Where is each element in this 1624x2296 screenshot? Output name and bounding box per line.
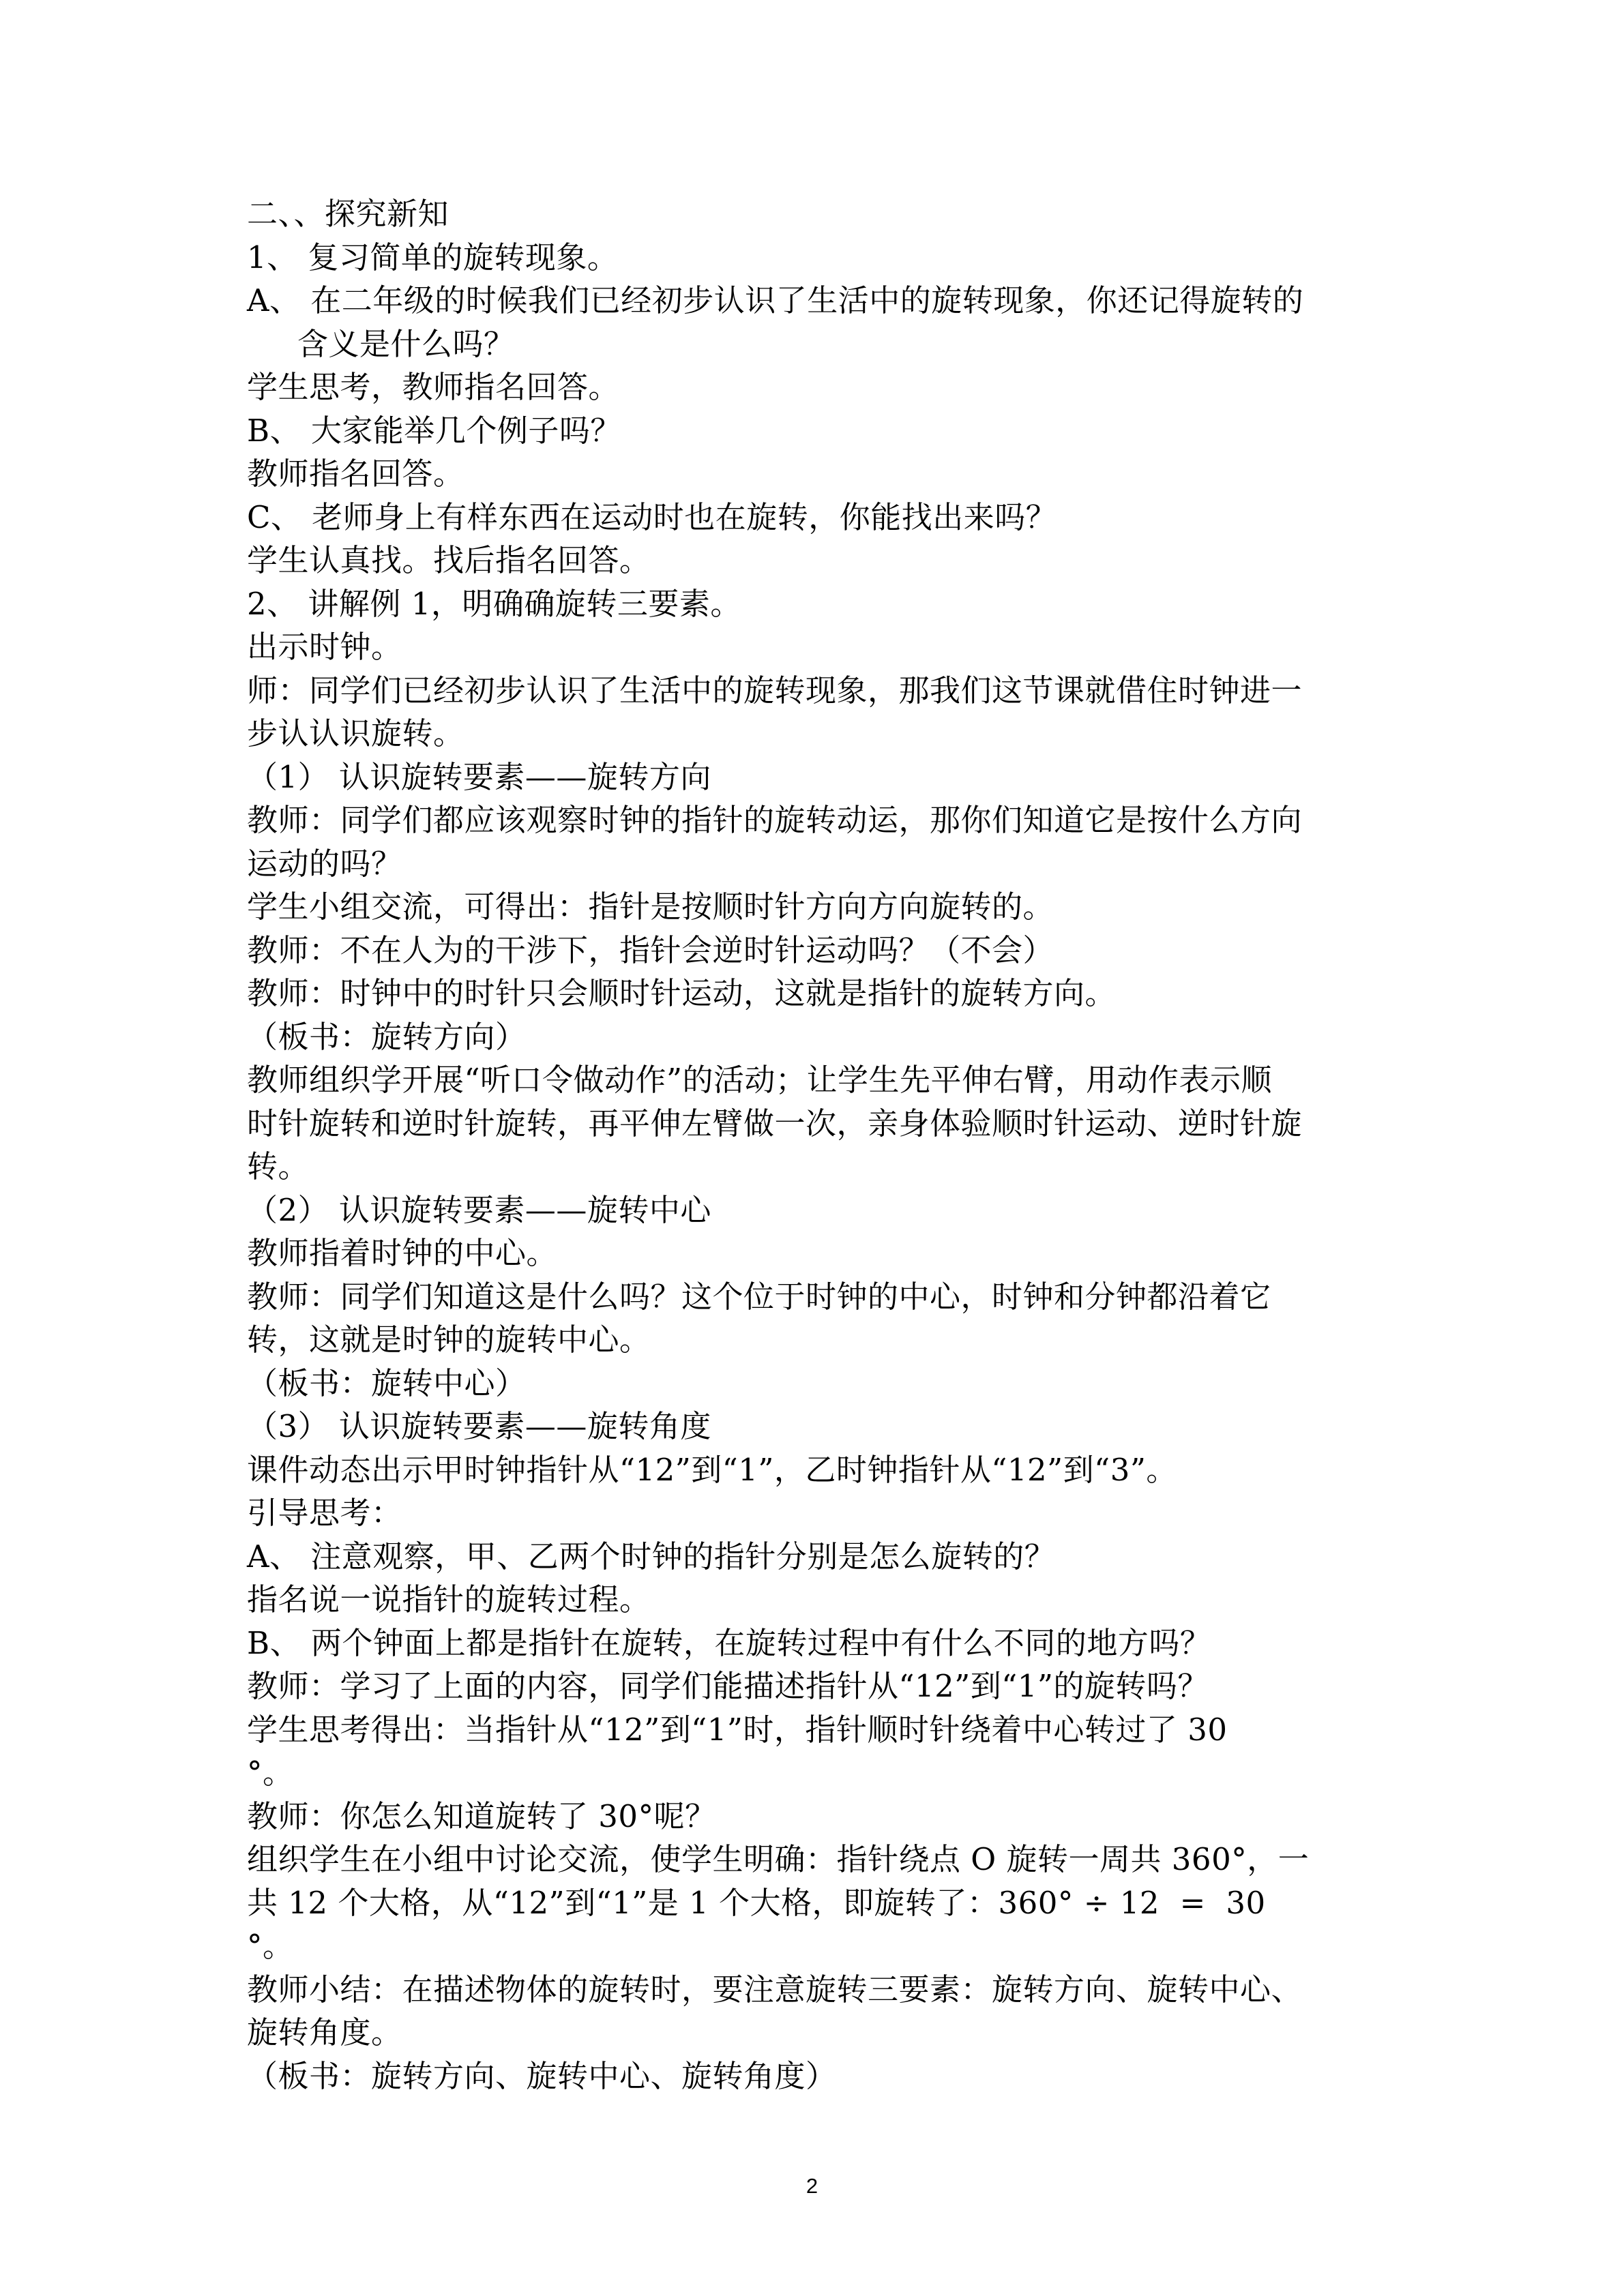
text-line: A、 在二年级的时候我们已经初步认识了生活中的旋转现象，你还记得旋转的: [247, 282, 1304, 318]
text-line: 旋转角度。: [247, 2014, 402, 2051]
text-line: 教师组织学开展“听口令做动作”的活动；让学生先平伸右臂，用动作表示顺: [247, 1062, 1273, 1098]
text-line: 教师：同学们都应该观察时钟的指针的旋转动运，那你们知道它是按什么方向: [247, 802, 1303, 838]
text-line: 教师：同学们知道这是什么吗？这个位于时钟的中心，时钟和分钟都沿着它: [247, 1278, 1271, 1315]
text-line: 共 12 个大格，从“12”到“1”是 1 个大格，即旋转了：360° ÷ 12 = 30: [247, 1884, 1266, 1921]
text-line: 出示时钟。: [247, 629, 402, 665]
board-note: （板书：旋转方向、旋转中心、旋转角度）: [247, 2057, 837, 2094]
text-line: 教师指名回答。: [247, 456, 464, 492]
text-line: 教师：你怎么知道旋转了 30°呢？: [247, 1798, 716, 1834]
board-note: （板书：旋转方向）: [247, 1018, 527, 1055]
text-line: 教师：时钟中的时针只会顺时针运动，这就是指针的旋转方向。: [247, 975, 1117, 1011]
text-line: 步认认识旋转。: [247, 715, 464, 751]
text-line: 课件动态出示甲时钟指针从“12”到“1”，乙时钟指针从“12”到“3”。: [247, 1451, 1177, 1488]
text-line: 学生认真找。找后指名回答。: [247, 542, 651, 578]
text-line: 指名说一说指针的旋转过程。: [247, 1581, 651, 1617]
text-line: A、 注意观察，甲、乙两个时钟的指针分别是怎么旋转的？: [247, 1538, 1056, 1575]
text-line: 学生小组交流，可得出：指针是按顺时针方向方向旋转的。: [247, 889, 1054, 925]
board-note: （板书：旋转中心）: [247, 1365, 527, 1401]
text-line: °。: [247, 1928, 294, 1964]
text-line: 转。: [247, 1148, 310, 1184]
text-line: 教师：学习了上面的内容，同学们能描述指针从“12”到“1”的旋转吗？: [247, 1668, 1209, 1704]
text-line: 运动的吗？: [247, 845, 402, 882]
text-line: 学生思考，教师指名回答。: [247, 369, 620, 405]
subsection-heading: 1、 复习简单的旋转现象。: [247, 239, 619, 275]
page-number: 2: [806, 2174, 818, 2198]
item-heading: （2） 认识旋转要素——旋转中心: [247, 1191, 711, 1228]
text-line: C、 老师身上有样东西在运动时也在旋转，你能找出来吗？: [247, 498, 1057, 535]
document-body: [247, 192, 1372, 2098]
item-heading: （1） 认识旋转要素——旋转方向: [247, 758, 711, 795]
text-line: 教师：不在人为的干涉下，指针会逆时针运动吗？（不会）: [247, 931, 1054, 968]
text-line: 组织学生在小组中讨论交流，使学生明确：指针绕点 O 旋转一周共 360°，一: [247, 1841, 1310, 1877]
subsection-heading: 2、 讲解例 1，明确确旋转三要素。: [247, 585, 741, 622]
text-line: 学生思考得出：当指针从“12”到“1”时，指针顺时针绕着中心转过了 30: [247, 1711, 1228, 1748]
text-line: 时针旋转和逆时针旋转，再平伸左臂做一次，亲身体验顺时针运动、逆时针旋: [247, 1105, 1303, 1142]
text-line: 师：同学们已经初步认识了生活中的旋转现象，那我们这节课就借住时钟进一: [247, 672, 1303, 709]
text-line: 转，这就是时钟的旋转中心。: [247, 1322, 651, 1358]
text-line: B、 大家能举几个例子吗？: [247, 412, 621, 449]
item-heading: （3） 认识旋转要素——旋转角度: [247, 1408, 711, 1444]
section-heading: 二、、探究新知: [247, 196, 449, 232]
text-line: 引导思考：: [247, 1495, 402, 1531]
text-line: 教师指着时钟的中心。: [247, 1235, 558, 1271]
text-line: °。: [247, 1755, 294, 1791]
text-line: 教师小结：在描述物体的旋转时，要注意旋转三要素：旋转方向、旋转中心、: [247, 1971, 1303, 2008]
text-line: B、 两个钟面上都是指针在旋转，在旋转过程中有什么不同的地方吗？: [247, 1624, 1211, 1661]
text-line: 含义是什么吗？: [297, 325, 515, 362]
